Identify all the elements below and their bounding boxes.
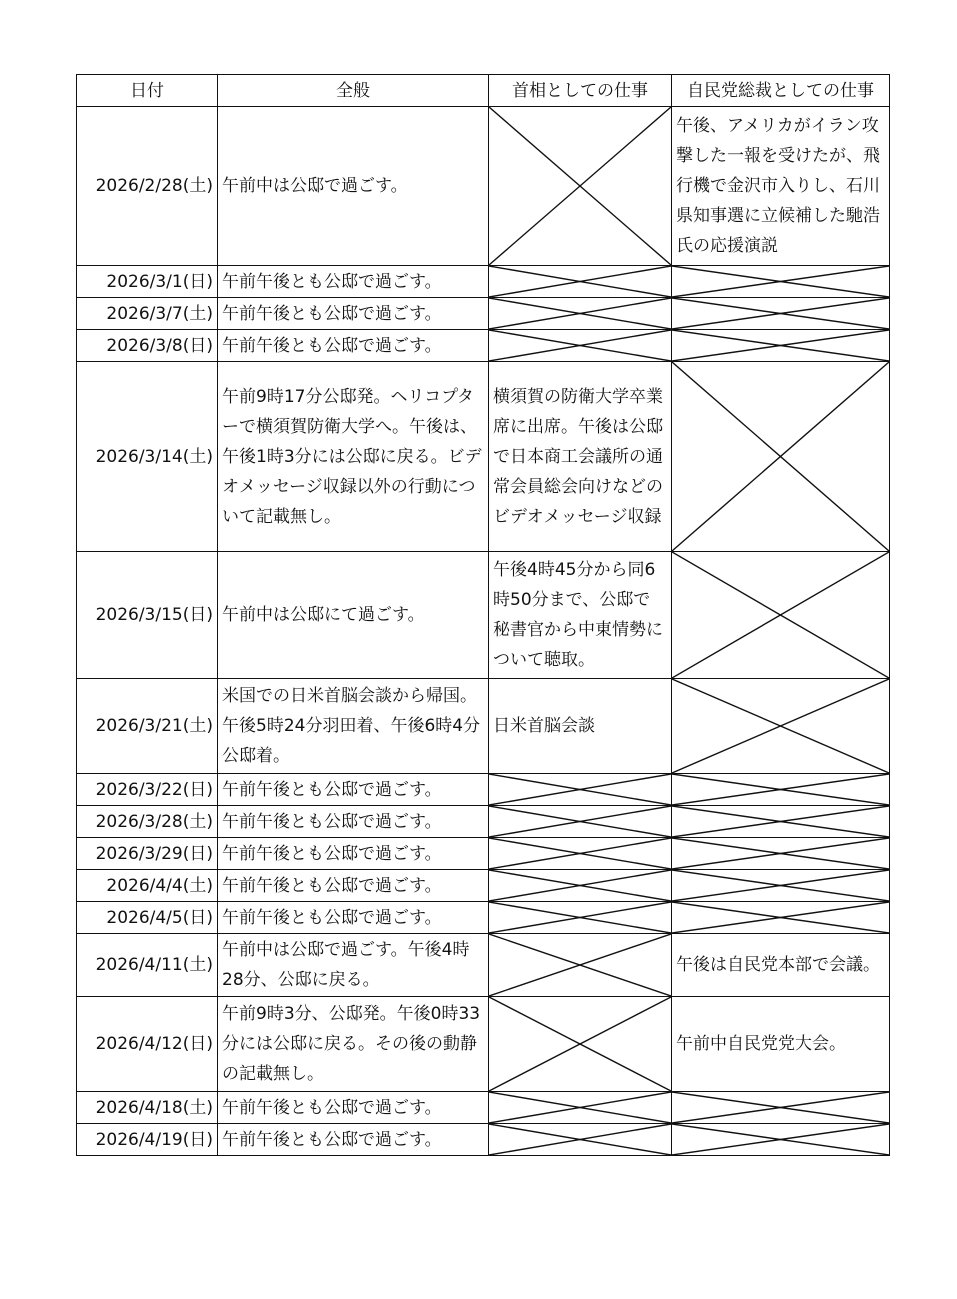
cross-mark-icon <box>672 552 889 678</box>
cross-mark-icon <box>489 1124 671 1155</box>
president-duties-cell-empty-cell <box>672 902 890 934</box>
table-row <box>77 806 890 838</box>
date-cell: 2026/4/11(土) <box>77 934 218 997</box>
table-row <box>77 1124 890 1156</box>
president-duties-cell-empty-cell <box>672 552 890 679</box>
date-cell: 2026/4/19(日) <box>77 1124 218 1156</box>
cross-mark-icon <box>672 298 889 329</box>
date-cell: 2026/2/28(土) <box>77 107 218 266</box>
pm-duties-cell-empty-cell <box>489 298 672 330</box>
date-cell: 2026/3/14(土) <box>77 362 218 552</box>
schedule-body <box>77 107 890 1156</box>
table-row <box>77 997 890 1092</box>
pm-duties-cell: 横須賀の防衛大学卒業席に出席。午後は公邸で日本商工会議所の通常会員総会向けなどのビデオメッセージ収録 <box>489 362 672 552</box>
date-cell: 2026/3/22(日) <box>77 774 218 806</box>
general-cell: 午前午後とも公邸で過ごす。 <box>218 902 489 934</box>
cross-mark-icon <box>489 902 671 933</box>
president-duties-cell-empty-cell <box>672 679 890 774</box>
general-cell: 午前午後とも公邸で過ごす。 <box>218 774 489 806</box>
general-cell: 午前午後とも公邸で過ごす。 <box>218 1092 489 1124</box>
pm-duties-cell-empty-cell <box>489 330 672 362</box>
cross-mark-icon <box>489 997 671 1091</box>
general-cell: 米国での日米首脳会談から帰国。午後5時24分羽田着、午後6時4分公邸着。 <box>218 679 489 774</box>
table-row <box>77 330 890 362</box>
cross-mark-icon <box>489 330 671 361</box>
pm-duties-cell-empty-cell <box>489 934 672 997</box>
cross-mark-icon <box>672 774 889 805</box>
cross-mark-icon <box>489 266 671 297</box>
president-duties-cell-empty-cell <box>672 266 890 298</box>
cross-mark-icon <box>672 679 889 773</box>
cross-mark-icon <box>489 774 671 805</box>
general-cell: 午前中は公邸にて過ごす。 <box>218 552 489 679</box>
president-duties-cell-empty-cell <box>672 298 890 330</box>
date-cell: 2026/3/7(土) <box>77 298 218 330</box>
cross-mark-icon <box>672 902 889 933</box>
table-row <box>77 838 890 870</box>
schedule-table <box>76 74 890 1156</box>
pm-duties-cell: 午後4時45分から同6時50分まで、公邸で秘書官から中東情勢について聴取。 <box>489 552 672 679</box>
header-general: 全般 <box>218 75 489 107</box>
pm-duties-cell: 日米首脳会談 <box>489 679 672 774</box>
cross-mark-icon <box>489 107 671 265</box>
pm-duties-cell-empty-cell <box>489 107 672 266</box>
cross-mark-icon <box>672 1092 889 1123</box>
cross-mark-icon <box>489 806 671 837</box>
date-cell: 2026/3/21(土) <box>77 679 218 774</box>
cross-mark-icon <box>672 1124 889 1155</box>
president-duties-cell: 午前中自民党党大会。 <box>672 997 890 1092</box>
date-cell: 2026/3/29(日) <box>77 838 218 870</box>
general-cell: 午前午後とも公邸で過ごす。 <box>218 1124 489 1156</box>
table-row <box>77 934 890 997</box>
president-duties-cell-empty-cell <box>672 1124 890 1156</box>
general-cell: 午前9時17分公邸発。ヘリコプターで横須賀防衛大学へ。午後は、午後1時3分には公邸に戻る。ビデオメッセージ収録以外の行動について記載無し。 <box>218 362 489 552</box>
cross-mark-icon <box>489 1092 671 1123</box>
pm-duties-cell-empty-cell <box>489 1092 672 1124</box>
table-row <box>77 774 890 806</box>
general-cell: 午前中は公邸で過ごす。 <box>218 107 489 266</box>
table-row <box>77 362 890 552</box>
date-cell: 2026/4/18(土) <box>77 1092 218 1124</box>
general-cell: 午前中は公邸で過ごす。午後4時28分、公邸に戻る。 <box>218 934 489 997</box>
cross-mark-icon <box>489 870 671 901</box>
header-president-duties: 自民党総裁としての仕事 <box>672 75 890 107</box>
header-pm-duties: 首相としての仕事 <box>489 75 672 107</box>
president-duties-cell-empty-cell <box>672 774 890 806</box>
president-duties-cell: 午後は自民党本部で会議。 <box>672 934 890 997</box>
date-cell: 2026/3/1(日) <box>77 266 218 298</box>
president-duties-cell-empty-cell <box>672 330 890 362</box>
president-duties-cell-empty-cell <box>672 806 890 838</box>
header-date: 日付 <box>77 75 218 107</box>
table-row <box>77 1092 890 1124</box>
table-row <box>77 107 890 266</box>
cross-mark-icon <box>489 838 671 869</box>
pm-duties-cell-empty-cell <box>489 902 672 934</box>
date-cell: 2026/3/28(土) <box>77 806 218 838</box>
general-cell: 午前午後とも公邸で過ごす。 <box>218 266 489 298</box>
president-duties-cell-empty-cell <box>672 838 890 870</box>
general-cell: 午前午後とも公邸で過ごす。 <box>218 870 489 902</box>
pm-duties-cell-empty-cell <box>489 997 672 1092</box>
pm-duties-cell-empty-cell <box>489 838 672 870</box>
president-duties-cell-empty-cell <box>672 1092 890 1124</box>
president-duties-cell: 午後、アメリカがイラン攻撃した一報を受けたが、飛行機で金沢市入りし、石川県知事選に立候補した馳浩氏の応援演説 <box>672 107 890 266</box>
cross-mark-icon <box>672 838 889 869</box>
table-row <box>77 902 890 934</box>
header-row <box>77 75 890 107</box>
general-cell: 午前午後とも公邸で過ごす。 <box>218 806 489 838</box>
cross-mark-icon <box>672 266 889 297</box>
cross-mark-icon <box>489 298 671 329</box>
cross-mark-icon <box>489 934 671 996</box>
president-duties-cell-empty-cell <box>672 870 890 902</box>
table-row <box>77 679 890 774</box>
cross-mark-icon <box>672 870 889 901</box>
general-cell: 午前午後とも公邸で過ごす。 <box>218 838 489 870</box>
table-row <box>77 298 890 330</box>
pm-duties-cell-empty-cell <box>489 1124 672 1156</box>
pm-duties-cell-empty-cell <box>489 806 672 838</box>
general-cell: 午前午後とも公邸で過ごす。 <box>218 298 489 330</box>
table-row <box>77 552 890 679</box>
general-cell: 午前午後とも公邸で過ごす。 <box>218 330 489 362</box>
date-cell: 2026/3/15(日) <box>77 552 218 679</box>
date-cell: 2026/4/5(日) <box>77 902 218 934</box>
date-cell: 2026/4/4(土) <box>77 870 218 902</box>
table-row <box>77 870 890 902</box>
cross-mark-icon <box>672 330 889 361</box>
table-row <box>77 266 890 298</box>
pm-duties-cell-empty-cell <box>489 266 672 298</box>
date-cell: 2026/4/12(日) <box>77 997 218 1092</box>
cross-mark-icon <box>672 362 889 551</box>
pm-duties-cell-empty-cell <box>489 774 672 806</box>
general-cell: 午前9時3分、公邸発。午後0時33分には公邸に戻る。その後の動静の記載無し。 <box>218 997 489 1092</box>
cross-mark-icon <box>672 806 889 837</box>
pm-duties-cell-empty-cell <box>489 870 672 902</box>
president-duties-cell-empty-cell <box>672 362 890 552</box>
date-cell: 2026/3/8(日) <box>77 330 218 362</box>
